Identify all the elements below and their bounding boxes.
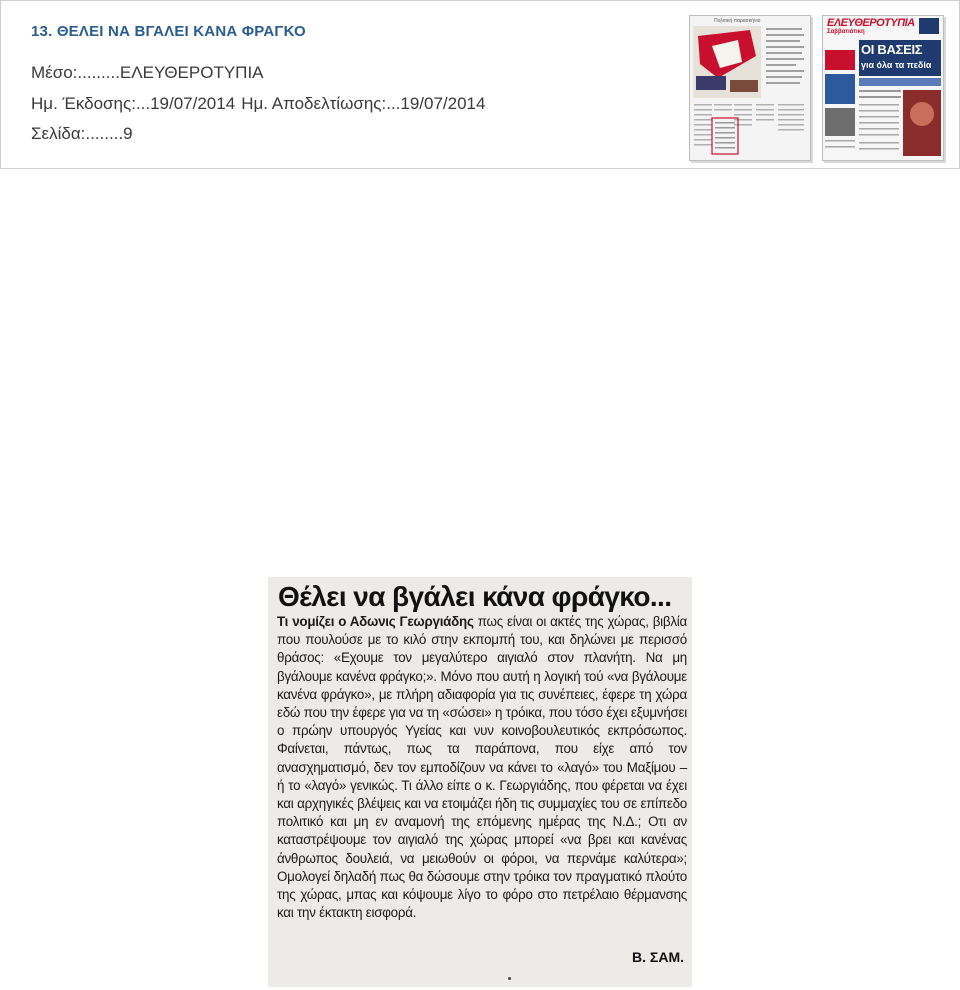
front-headline: ΟΙ ΒΑΣΕΙΣ [861,42,923,57]
article-title: Θέλει να βγάλει κάνα φράγκο... [278,581,672,612]
medium-line: Μέσο:.........ΕΛΕΥΘΕΡΟΤΥΠΙΑ [31,63,264,82]
front-masthead: ΕΛΕΥΘΕΡΟΤΥΠΙΑ [827,17,915,29]
clip-date: Ημ. Αποδελτίωσης:...19/07/2014 [241,94,486,113]
article-signature: Β. ΣΑΜ. [632,949,684,965]
inner-page-header: Πολιτική παρασκήνιο [714,18,761,24]
front-page-graphic [823,16,943,160]
inner-page-graphic [690,16,810,160]
article-lead: Τι νομίζει ο Αδωνις Γεωργιάδης [277,614,474,629]
article-text: πως είναι οι ακτές της χώρας, βιβλία που πουλούσε με το κιλό στην εκπομπή του, και δηλώνει με περισσό θράσος: «Εχουμε τον μεγαλύτερο αιγιαλό στον πλανήτη. Να μη βγάλουμε κανένα φράγκο;». Μόνο που αυτή η λογική τού «να βγάλουμε κανένα φράγκο», με πλήρη αδιαφορία για τις συνέπειες, έφερε τη χώρα εδώ που την έφερε για να τη «σώσει» η τρόικα, που τόσο έχει εξυμνήσει ο πρώην υπουργός Υγείας και νυν κοινοβουλευτικός εκπρόσωπος. Φαίνεται, πάντως, πως τα παράπονα, που είχε από τον ανασχηματισμό, δεν τον εμποδίζουν να κάνει το «λαγό» του Μαξίμου – ή το «λαγό» γενικώς. Τι άλλο είπε ο κ. Γεωργιάδης, που φέρεται να έχει και αρχηγικές βλέψεις και να ετοιμάζει ήδη τις συμμαχίες του σε επίπεδο πολιτικό και μη εν αναμονή της επόμενης ημέρας της Ν.Δ.; Οτι αν καταστρέψουμε τον αιγιαλό της χώρας μπορεί «να βρει και κανένας άνθρωπος δουλειά, να μειωθούν οι φόροι, να περνάμε καλύτερα»; Ομολογεί δηλαδή πως θα δώσουμε στην τρόικα τον πραγματικό πλούτο της χώρας, μπας και κόψουμε λίγο το φόρο στο πετρέλαιο θέρμανσης και την έκτακτη εισφορά. [277,614,687,921]
inner-page-thumbnail[interactable] [689,15,811,161]
article-body [277,613,687,922]
clipping-header [0,0,960,169]
article-clipping [268,577,692,987]
decorative-dot [508,977,511,980]
dates-line [31,94,485,114]
issue-date: Ημ. Έκδοσης:...19/07/2014 [31,94,236,113]
clip-title: 13. ΘΕΛΕΙ ΝΑ ΒΓΑΛΕΙ ΚΑΝΑ ΦΡΑΓΚΟ [31,23,306,40]
page-line: Σελίδα:........9 [31,124,133,143]
front-page-thumbnail[interactable] [822,15,944,161]
front-subheadline: για όλα τα πεδία [861,60,932,70]
front-subtitle: Σαββατιάτικη [827,29,865,35]
